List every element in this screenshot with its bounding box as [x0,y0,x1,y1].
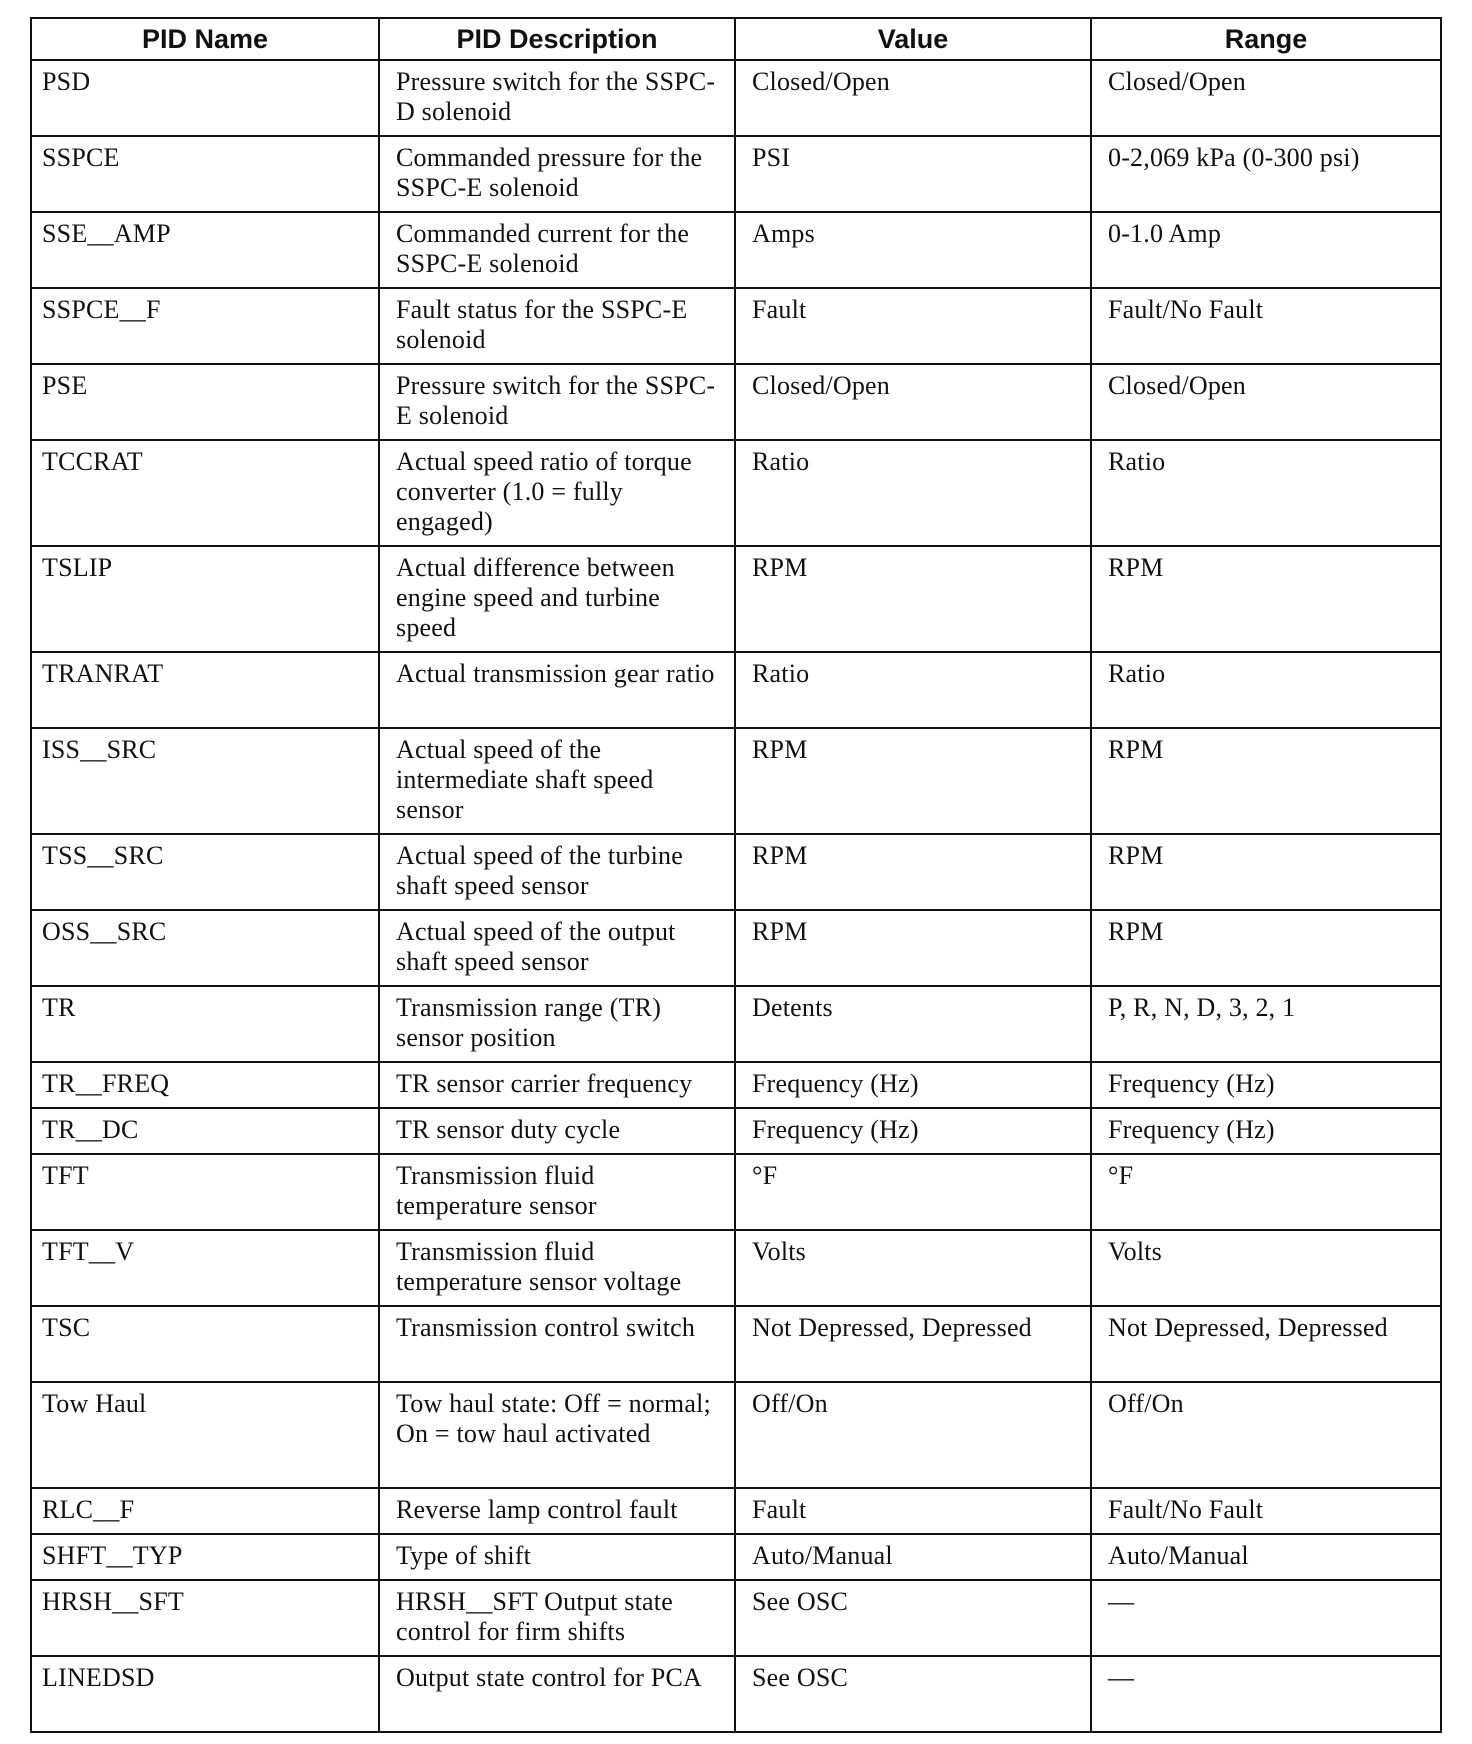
value-cell: Detents [735,986,1091,1062]
value-cell: Auto/Manual [735,1534,1091,1580]
value-cell: RPM [735,728,1091,834]
pid-name-cell: TR__FREQ [31,1062,379,1108]
value-cell: RPM [735,834,1091,910]
table-row [31,652,1441,728]
table-row [31,546,1441,652]
table-row [31,1108,1441,1154]
value-cell: Closed/Open [735,60,1091,136]
table-row [31,1062,1441,1108]
table-row [31,136,1441,212]
pid-description-cell: Reverse lamp control fault [379,1488,735,1534]
pid-name-cell: TSS__SRC [31,834,379,910]
range-cell: 0-1.0 Amp [1091,212,1441,288]
pid-name-cell: TRANRAT [31,652,379,728]
range-cell: Off/On [1091,1382,1441,1488]
pid-description-cell: Commanded pressure for the SSPC-E solenoid [379,136,735,212]
table-row [31,1656,1441,1732]
table-header [31,18,1441,60]
range-cell: P, R, N, D, 3, 2, 1 [1091,986,1441,1062]
table-row [31,1154,1441,1230]
value-cell: RPM [735,546,1091,652]
value-cell: Ratio [735,652,1091,728]
pid-description-cell: Fault status for the SSPC-E solenoid [379,288,735,364]
pid-description-cell: Type of shift [379,1534,735,1580]
table-row [31,728,1441,834]
pid-description-cell: Transmission fluid temperature sensor voltage [379,1230,735,1306]
range-cell: RPM [1091,728,1441,834]
header-value: Value [735,18,1091,60]
pid-name-cell: HRSH__SFT [31,1580,379,1656]
table-row [31,1580,1441,1656]
pid-name-cell: PSD [31,60,379,136]
table-row [31,986,1441,1062]
header-range: Range [1091,18,1441,60]
range-cell: Frequency (Hz) [1091,1062,1441,1108]
range-cell: — [1091,1656,1441,1732]
value-cell: See OSC [735,1656,1091,1732]
value-cell: PSI [735,136,1091,212]
value-cell: Off/On [735,1382,1091,1488]
range-cell: Ratio [1091,440,1441,546]
range-cell: Fault/No Fault [1091,288,1441,364]
value-cell: Volts [735,1230,1091,1306]
range-cell: Auto/Manual [1091,1534,1441,1580]
table-row [31,1306,1441,1382]
table-row [31,834,1441,910]
header-pid-description: PID Description [379,18,735,60]
pid-description-cell: Pressure switch for the SSPC-E solenoid [379,364,735,440]
value-cell: Frequency (Hz) [735,1108,1091,1154]
table-row [31,288,1441,364]
range-cell: Fault/No Fault [1091,1488,1441,1534]
pid-name-cell: TCCRAT [31,440,379,546]
pid-name-cell: SSPCE__F [31,288,379,364]
value-cell: Ratio [735,440,1091,546]
pid-description-cell: Commanded current for the SSPC-E solenoid [379,212,735,288]
pid-description-cell: Pressure switch for the SSPC-D solenoid [379,60,735,136]
value-cell: Amps [735,212,1091,288]
pid-description-cell: Actual difference between engine speed and turbine speed [379,546,735,652]
value-cell: Not Depressed, Depressed [735,1306,1091,1382]
pid-name-cell: TFT__V [31,1230,379,1306]
pid-name-cell: TFT [31,1154,379,1230]
pid-name-cell: LINEDSD [31,1656,379,1732]
pid-name-cell: RLC__F [31,1488,379,1534]
pid-description-cell: Transmission range (TR) sensor position [379,986,735,1062]
pid-description-cell: Actual transmission gear ratio [379,652,735,728]
table-row [31,60,1441,136]
table-row [31,212,1441,288]
range-cell: RPM [1091,834,1441,910]
range-cell: Ratio [1091,652,1441,728]
range-cell: Not Depressed, Depressed [1091,1306,1441,1382]
range-cell: Closed/Open [1091,364,1441,440]
pid-description-cell: Transmission fluid temperature sensor [379,1154,735,1230]
range-cell: RPM [1091,546,1441,652]
table-body [31,60,1441,1732]
pid-name-cell: SHFT__TYP [31,1534,379,1580]
pid-description-cell: Actual speed of the output shaft speed sensor [379,910,735,986]
table-row [31,1534,1441,1580]
range-cell: °F [1091,1154,1441,1230]
table-row [31,1488,1441,1534]
table-row [31,1382,1441,1488]
range-cell: Frequency (Hz) [1091,1108,1441,1154]
value-cell: Frequency (Hz) [735,1062,1091,1108]
table-row [31,440,1441,546]
pid-description-cell: Actual speed of the intermediate shaft speed sensor [379,728,735,834]
pid-name-cell: TR__DC [31,1108,379,1154]
pid-description-cell: HRSH__SFT Output state control for firm shifts [379,1580,735,1656]
pid-description-cell: Tow haul state: Off = normal; On = tow haul activated [379,1382,735,1488]
pid-table [30,17,1442,1733]
range-cell: RPM [1091,910,1441,986]
pid-name-cell: TR [31,986,379,1062]
header-pid-name: PID Name [31,18,379,60]
pid-name-cell: PSE [31,364,379,440]
pid-description-cell: TR sensor duty cycle [379,1108,735,1154]
pid-name-cell: TSC [31,1306,379,1382]
pid-description-cell: Actual speed of the turbine shaft speed sensor [379,834,735,910]
pid-description-cell: Transmission control switch [379,1306,735,1382]
value-cell: °F [735,1154,1091,1230]
table-row [31,364,1441,440]
table-row [31,1230,1441,1306]
range-cell: 0-2,069 kPa (0-300 psi) [1091,136,1441,212]
range-cell: Volts [1091,1230,1441,1306]
value-cell: Fault [735,1488,1091,1534]
value-cell: RPM [735,910,1091,986]
pid-name-cell: Tow Haul [31,1382,379,1488]
value-cell: Closed/Open [735,364,1091,440]
pid-description-cell: TR sensor carrier frequency [379,1062,735,1108]
pid-description-cell: Output state control for PCA [379,1656,735,1732]
value-cell: See OSC [735,1580,1091,1656]
range-cell: — [1091,1580,1441,1656]
range-cell: Closed/Open [1091,60,1441,136]
pid-name-cell: TSLIP [31,546,379,652]
pid-description-cell: Actual speed ratio of torque converter (1.0 = fully engaged) [379,440,735,546]
pid-name-cell: SSPCE [31,136,379,212]
pid-name-cell: SSE__AMP [31,212,379,288]
value-cell: Fault [735,288,1091,364]
pid-name-cell: ISS__SRC [31,728,379,834]
header-row [31,18,1441,60]
pid-name-cell: OSS__SRC [31,910,379,986]
table-row [31,910,1441,986]
